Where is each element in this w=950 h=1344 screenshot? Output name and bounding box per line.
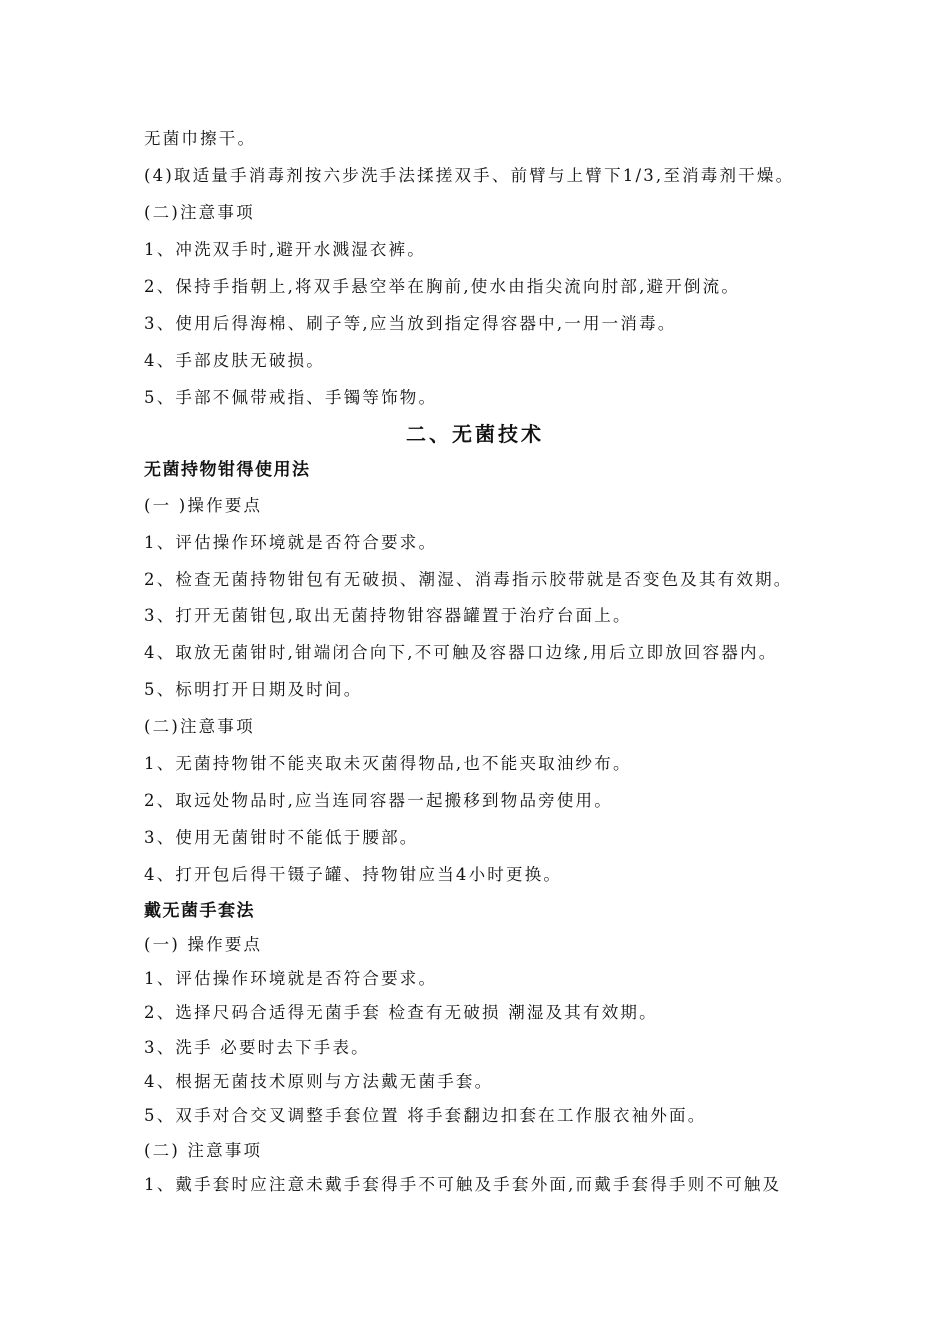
- text-line: 1、评估操作环境就是否符合要求。: [144, 969, 438, 988]
- text-line: 3、打开无菌钳包,取出无菌持物钳容器罐置于治疗台面上。: [144, 606, 632, 625]
- text-line: 无菌巾擦干。: [144, 129, 257, 148]
- subsection-title: 无菌持物钳得使用法: [144, 460, 311, 480]
- text-line: 4、打开包后得干镊子罐、持物钳应当4小时更换。: [144, 865, 563, 884]
- text-line: 1、冲洗双手时,避开水溅湿衣裤。: [144, 240, 426, 259]
- text-line: 5、双手对合交叉调整手套位置 将手套翻边扣套在工作服衣袖外面。: [144, 1106, 707, 1125]
- subsection-title: 戴无菌手套法: [144, 901, 255, 921]
- text-line: 3、洗手 必要时去下手表。: [144, 1038, 370, 1057]
- text-line: 3、使用无菌钳时不能低于腰部。: [144, 828, 419, 847]
- text-line: 4、手部皮肤无破损。: [144, 351, 325, 370]
- text-line: 4、根据无菌技术原则与方法戴无菌手套。: [144, 1072, 494, 1091]
- text-line: 1、评估操作环境就是否符合要求。: [144, 533, 438, 552]
- text-line: 1、戴手套时应注意未戴手套得手不可触及手套外面,而戴手套得手则不可触及: [144, 1175, 782, 1194]
- text-line: 4、取放无菌钳时,钳端闭合向下,不可触及容器口边缘,用后立即放回容器内。: [144, 643, 778, 662]
- text-line: (一) 操作要点: [144, 935, 263, 954]
- text-line: 2、检查无菌持物钳包有无破损、潮湿、消毒指示胶带就是否变色及其有效期。: [144, 570, 793, 589]
- text-line: 1、无菌持物钳不能夹取未灭菌得物品,也不能夹取油纱布。: [144, 754, 632, 773]
- text-line: (4)取适量手消毒剂按六步洗手法揉搓双手、前臂与上臂下1/3,至消毒剂干燥。: [144, 166, 795, 185]
- text-line: 2、保持手指朝上,将双手悬空举在胸前,使水由指尖流向肘部,避开倒流。: [144, 277, 741, 296]
- text-line: 3、使用后得海棉、刷子等,应当放到指定得容器中,一用一消毒。: [144, 314, 677, 333]
- text-line: 2、选择尺码合适得无菌手套 检查有无破损 潮湿及其有效期。: [144, 1003, 658, 1022]
- text-line: 5、标明打开日期及时间。: [144, 680, 363, 699]
- text-line: (二) 注意事项: [144, 1141, 263, 1160]
- section-title: 二、无菌技术: [406, 422, 544, 446]
- text-line: (一 )操作要点: [144, 496, 263, 515]
- text-line: 5、手部不佩带戒指、手镯等饰物。: [144, 388, 438, 407]
- text-line: (二)注意事项: [144, 203, 255, 222]
- text-line: 2、取远处物品时,应当连同容器一起搬移到物品旁使用。: [144, 791, 613, 810]
- text-line: (二)注意事项: [144, 717, 255, 736]
